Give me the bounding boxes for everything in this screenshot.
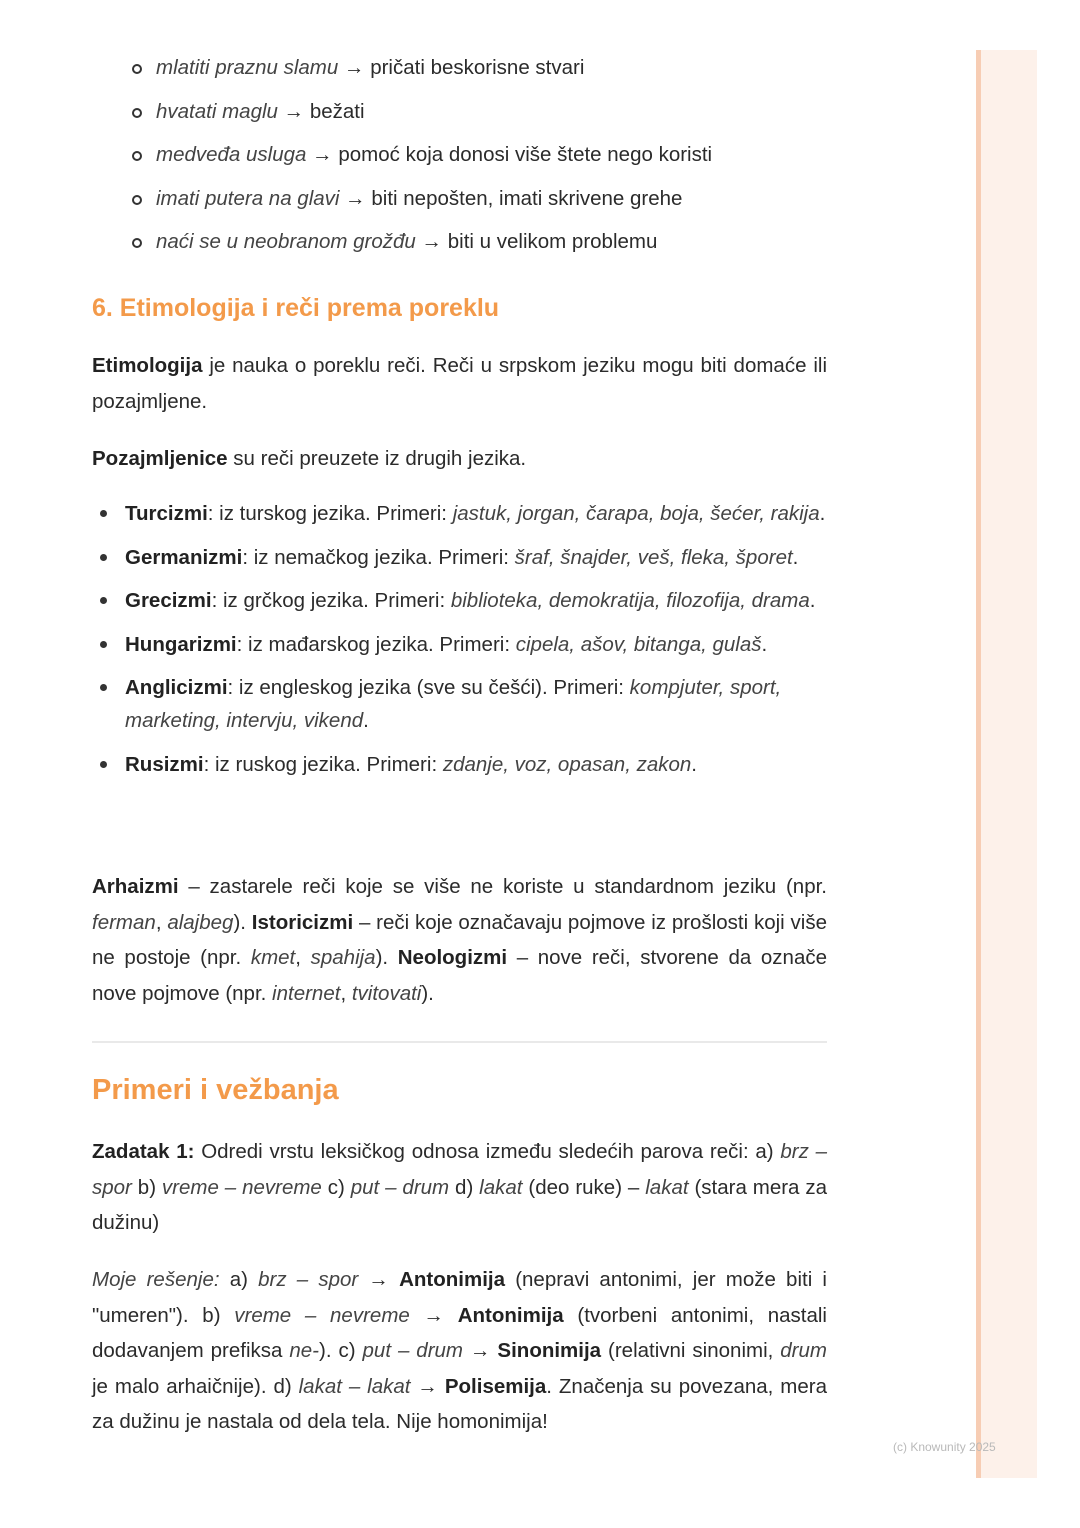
idiom-phrase: mlatiti praznu slamu — [156, 56, 339, 79]
term: Rusizmi — [125, 752, 204, 776]
item-text: : iz grčkog jezika. Primeri: — [211, 589, 451, 612]
list-item — [92, 748, 827, 781]
item-text: . — [761, 632, 768, 656]
solution-label: Moje rešenje: — [92, 1268, 220, 1291]
word-pair: put – drum — [350, 1175, 450, 1199]
term: Antonimija — [399, 1268, 506, 1291]
example-word: alajbeg — [167, 910, 234, 934]
archaisms-paragraph: Arhaizmi – zastarele reči koje se više ne koriste u standardnom jeziku (npr. ferman, alajbeg). Istoricizmi – reči koje označavaju pojmove iz prošlosti koji više ne postoje (npr. kmet, spahija). Neologizmi – nove reči, stvorene da označe nove pojmove (npr. internet, tvitovati). — [92, 875, 827, 1005]
task-label: Zadatak 1: — [92, 1140, 195, 1163]
item-text: : iz ruskog jezika. Primeri: — [203, 752, 443, 776]
paragraph-text: (nepravi antonimi, jer može biti i "umeren"). b) — [92, 1268, 827, 1327]
solution-paragraph: Moje rešenje: a) brz – spor → Antonimija (nepravi antonimi, jer može biti i "umeren"). b) vreme – nevreme → Antonimija (tvorbeni antonimi, nastali dodavanjem prefiksa ne-). c) put – drum → Sinonimija (relativni sinonimi, drum je malo arhaičnije). d) lakat – lakat → Polisemija. Značenja su povezana, mera za dužinu je nastala od dela tela. Nije homonimija! — [92, 1268, 827, 1433]
loanwords-paragraph — [92, 441, 827, 477]
paragraph-text: (stara mera za dužinu) — [92, 1175, 828, 1234]
example-word: tvitovati — [351, 981, 422, 1005]
item-text: : iz turskog jezika. Primeri: — [207, 502, 453, 525]
examples: biblioteka, demokratija, filozofija, drama — [450, 589, 810, 612]
idiom-meaning: biti u velikom problemu — [447, 230, 658, 253]
idiom-phrase: imati putera na glavi — [156, 186, 340, 210]
paragraph-text: – zastarele reči koje se više ne koriste u standardnom jeziku (npr. — [178, 875, 827, 898]
item-text: . — [691, 752, 697, 776]
idiom-phrase: hvatati maglu — [156, 99, 278, 123]
item-text: . — [792, 545, 799, 569]
examples: šraf, šnajder, veš, fleka, šporet — [514, 545, 793, 569]
idiom-meaning: pomoć koja donosi više štete nego koristi — [338, 143, 713, 166]
task-paragraph: Zadatak 1: Odredi vrstu leksičkog odnosa između sledećih parova reči: a) brz – spor b) vreme – nevreme c) put – drum d) lakat (deo ruke) – lakat (stara mera za dužinu) — [92, 1140, 828, 1234]
word-pair: brz – spor — [258, 1268, 359, 1291]
example-word: ferman — [92, 910, 156, 934]
section-heading-exercises: Primeri i vežbanja — [92, 1074, 339, 1106]
item-text: . — [809, 589, 816, 612]
example-word: internet — [272, 981, 341, 1005]
paragraph-text: je nauka o poreklu reči. Reči u srpskom jeziku mogu biti domaće ili pozajmljene. — [92, 354, 827, 413]
item-text: . — [819, 502, 826, 525]
arrow-icon: → — [277, 99, 310, 123]
arrow-icon: → — [306, 143, 339, 166]
prefix: ne- — [289, 1339, 320, 1362]
term: Grecizmi — [125, 589, 212, 612]
section-heading-etymology: 6. Etimologija i reči prema poreklu — [92, 294, 500, 322]
term: Germanizmi — [125, 545, 243, 569]
arrow-icon: → — [415, 230, 448, 253]
copyright-notice: (c) Knowunity 2025 — [893, 1440, 996, 1454]
term: Etimologija — [92, 354, 203, 377]
paragraph-text: – nove reči, stvorene da označe nove pojmove (npr. — [92, 946, 827, 1005]
word-pair: vreme – nevreme — [234, 1303, 410, 1327]
paragraph-text: (relativni sinonimi, — [601, 1339, 781, 1362]
word-pair: brz – spor — [92, 1140, 827, 1199]
paragraph-text: (tvorbeni antonimi, nastali dodavanjem prefiksa — [92, 1303, 827, 1362]
arrow-icon: → — [339, 186, 372, 210]
term: Polisemija — [444, 1374, 547, 1398]
list-item — [92, 541, 827, 574]
list-item — [132, 181, 712, 225]
idiom-meaning: pričati beskorisne stvari — [370, 56, 585, 79]
list-item — [92, 497, 827, 530]
examples: jastuk, jorgan, čarapa, boja, šećer, rakija — [452, 502, 820, 525]
examples: zdanje, voz, opasan, zakon — [442, 752, 692, 776]
item-text: . — [363, 709, 369, 732]
word-pair: lakat – lakat — [298, 1374, 411, 1398]
term: Antonimija — [457, 1303, 564, 1327]
word-pair: vreme – nevreme — [161, 1175, 322, 1199]
example-word: kmet — [250, 946, 296, 969]
loanword-list — [92, 497, 827, 791]
section-divider — [92, 1041, 827, 1043]
term: Arhaizmi — [92, 875, 179, 898]
list-item — [92, 671, 827, 737]
list-item — [132, 50, 712, 94]
term: Hungarizmi — [125, 632, 237, 656]
paragraph-text: . Značenja su povezana, mera za dužinu je nastala od dela tela. Nije homonimija! — [92, 1374, 827, 1433]
item-text: : iz engleskog jezika (sve su češći). Primeri: — [227, 676, 630, 699]
idiom-phrase: naći se u neobranom grožđu — [156, 230, 416, 253]
term: Istoricizmi — [251, 910, 354, 934]
term: Pozajmljenice — [92, 447, 228, 470]
paragraph-text: – reči koje označavaju pojmove iz prošlosti koji više ne postoje (npr. — [92, 910, 827, 969]
list-item — [132, 137, 712, 181]
idiom-phrase: medveđa usluga — [156, 143, 307, 166]
paragraph-text: (deo ruke) – — [522, 1175, 646, 1199]
list-item — [92, 628, 827, 661]
term: Anglicizmi — [125, 676, 228, 699]
list-item — [92, 584, 827, 617]
example-word: spahija — [310, 946, 376, 969]
term: Neologizmi — [397, 946, 508, 969]
word-pair: lakat — [645, 1175, 689, 1199]
term: Turcizmi — [125, 502, 208, 525]
examples: kompjuter, sport, marketing, intervju, vikend — [125, 676, 782, 732]
examples: cipela, ašov, bitanga, gulaš — [515, 632, 762, 656]
idiom-list — [132, 50, 712, 268]
paragraph-text: su reči preuzete iz drugih jezika. — [227, 447, 527, 470]
idiom-meaning: biti nepošten, imati skrivene grehe — [371, 186, 683, 210]
idiom-meaning: bežati — [309, 99, 365, 123]
side-decoration-band — [976, 50, 1037, 1478]
term: Sinonimija — [497, 1339, 602, 1362]
paragraph-text: Odredi vrstu leksičkog odnosa između sledećih parova reči: a) — [194, 1140, 781, 1163]
word-pair: put – drum — [362, 1339, 464, 1362]
word-pair: lakat — [479, 1175, 523, 1199]
list-item — [132, 224, 712, 268]
list-item — [132, 94, 712, 138]
arrow-icon: → — [338, 56, 371, 79]
item-text: : iz nemačkog jezika. Primeri: — [242, 545, 515, 569]
item-text: : iz mađarskog jezika. Primeri: — [236, 632, 516, 656]
etymology-paragraph — [92, 348, 827, 419]
example-word: drum — [780, 1339, 827, 1362]
paragraph-text: je malo arhaičnije). d) — [92, 1374, 299, 1398]
